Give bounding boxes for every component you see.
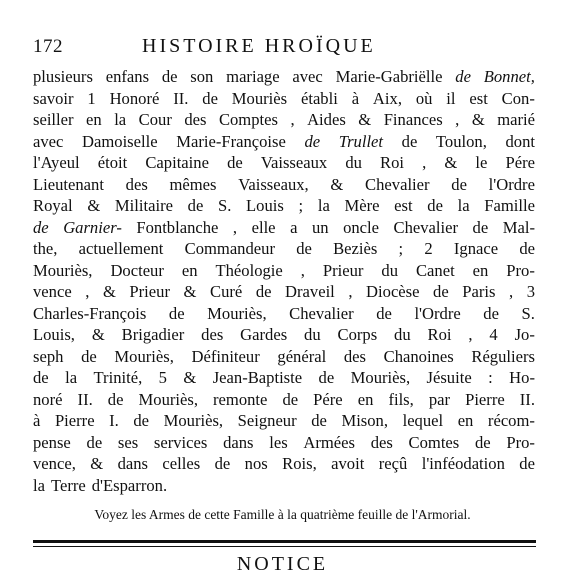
word: a	[290, 217, 298, 237]
word: mariage	[226, 67, 280, 86]
word: oncle	[343, 217, 379, 237]
word: Mère	[344, 196, 380, 215]
word: Jean-Baptiste	[212, 368, 303, 387]
word: ,	[455, 110, 460, 129]
word: Draveil	[285, 282, 335, 301]
word: remonte	[213, 389, 268, 409]
word: 2	[424, 239, 433, 258]
word: 3	[526, 282, 535, 301]
word: de	[472, 217, 489, 237]
word: Mison,	[341, 411, 389, 430]
word: S.	[521, 303, 535, 323]
word: est	[469, 88, 488, 108]
text-line	[33, 410, 535, 432]
word: du	[345, 153, 362, 172]
word: de	[202, 88, 218, 108]
word: Brigadier	[121, 325, 185, 344]
word: elle	[251, 217, 276, 237]
word: Paris	[462, 282, 496, 301]
word: vence	[33, 282, 72, 301]
word: Con-	[501, 88, 535, 108]
word: Aides	[307, 110, 346, 129]
word: &	[102, 282, 116, 301]
next-heading-cropped	[0, 553, 565, 575]
word: &	[87, 196, 101, 215]
word: ,	[348, 282, 353, 301]
word: Fontblanche	[136, 217, 219, 237]
word: II.	[77, 389, 93, 409]
word: Ho-	[509, 368, 535, 387]
word: en	[357, 389, 374, 409]
word: Royal	[33, 196, 73, 215]
word: les	[269, 432, 288, 452]
word: avec	[33, 131, 64, 151]
word: plusieurs	[33, 67, 93, 86]
word: celles	[162, 454, 201, 473]
word: du	[381, 260, 398, 280]
word: Commandeur	[184, 239, 275, 258]
word: nos	[244, 454, 268, 473]
word: l'inféodation	[421, 454, 505, 473]
word: en	[181, 260, 198, 280]
word: de	[519, 454, 535, 473]
word: &	[358, 110, 372, 129]
word: :	[488, 368, 493, 387]
word: Marie-Gabriëlle	[335, 67, 443, 86]
word: ,	[422, 153, 427, 172]
text-line	[33, 367, 535, 389]
word: Armées	[303, 432, 355, 452]
word: Pro-	[506, 260, 535, 280]
word: de	[519, 239, 535, 258]
word: Curé	[210, 282, 243, 301]
word: Mal-	[502, 217, 535, 237]
word: Toulon,	[435, 131, 487, 151]
word: &	[91, 325, 105, 344]
text-line	[33, 131, 535, 153]
text-line	[33, 174, 535, 196]
word: I.	[109, 411, 119, 430]
word: des	[370, 432, 393, 452]
word: étoit	[97, 153, 128, 172]
next-heading: NOTICE	[236, 553, 329, 575]
word: Mouriès,	[138, 389, 198, 409]
word: Chanoines	[383, 346, 454, 366]
word: de	[433, 282, 449, 301]
word: Canet	[415, 260, 455, 280]
word: noré	[33, 389, 63, 409]
word: Chevalier	[365, 174, 430, 194]
word: ,	[509, 282, 514, 301]
word: des	[184, 110, 207, 129]
word: Réguliers	[471, 346, 535, 366]
text-line	[33, 303, 535, 325]
word: Mouriès,	[163, 411, 224, 430]
word: des	[201, 325, 224, 344]
word: Vaisseaux,	[238, 174, 309, 194]
word: 5	[158, 368, 167, 387]
running-title: HISTOIRE HROÏQUE	[142, 35, 376, 57]
word: de	[187, 196, 204, 215]
word: de	[483, 303, 499, 323]
word: de	[401, 131, 418, 151]
word: Chevalier	[393, 217, 459, 237]
word: &	[90, 454, 104, 473]
word: Prieur	[322, 260, 364, 280]
word: Roi	[427, 325, 452, 344]
word: Mouriès,	[350, 368, 411, 387]
word: Diocèse	[366, 282, 420, 301]
word: the,	[33, 239, 58, 258]
word: Louis,	[33, 325, 75, 344]
word: l'Ayeul	[33, 153, 80, 172]
word: Vaisseaux	[260, 153, 328, 172]
word: du	[394, 325, 411, 344]
text-line	[33, 475, 535, 497]
word: pense	[33, 432, 71, 452]
word: de	[304, 131, 321, 151]
word: la	[457, 196, 470, 215]
word: Finances	[383, 110, 443, 129]
word: de	[33, 368, 49, 387]
word: Garnier-	[63, 217, 122, 237]
word: Prieur	[129, 282, 170, 301]
text-line	[33, 260, 535, 282]
word: Rois,	[282, 454, 317, 473]
word: ;	[298, 196, 304, 215]
word: le	[475, 153, 488, 172]
word: Beziès	[333, 239, 378, 258]
word: de	[427, 196, 443, 215]
word: seiller	[33, 110, 74, 129]
word: de	[168, 303, 185, 323]
word: II.	[173, 88, 189, 108]
word: à	[351, 88, 360, 108]
word: son	[190, 67, 214, 86]
word: Mouriès,	[33, 260, 93, 280]
word: Terre	[50, 475, 86, 495]
word: Pro-	[506, 432, 535, 452]
word: Lieutenant	[33, 174, 104, 194]
text-line	[33, 389, 535, 411]
word: de	[451, 174, 467, 194]
word: de	[318, 368, 335, 387]
word: fils,	[388, 389, 414, 409]
word: dont	[505, 131, 535, 151]
word: Bonnet,	[483, 67, 535, 86]
word: en	[86, 110, 102, 129]
word: avoit	[331, 454, 365, 473]
word: général	[277, 346, 327, 366]
word: Cour	[138, 110, 172, 129]
text-line	[33, 66, 535, 88]
word: Famille	[484, 196, 535, 215]
word: services	[153, 432, 208, 452]
word: Mouriès,	[114, 346, 174, 366]
text-line	[33, 109, 535, 131]
word: Militaire	[114, 196, 173, 215]
word: Roi	[380, 153, 404, 172]
word: ,	[468, 325, 473, 344]
word: de	[296, 239, 312, 258]
word: actuellement	[78, 239, 164, 258]
word: d'Esparron.	[91, 475, 168, 495]
word: de	[474, 432, 491, 452]
word: Honoré	[109, 88, 160, 108]
word: en	[472, 260, 489, 280]
word: Aix,	[372, 88, 402, 108]
word: récom-	[487, 411, 535, 430]
word: la	[114, 110, 127, 129]
word: de	[81, 346, 97, 366]
word: S.	[217, 196, 232, 215]
text-line	[33, 432, 535, 454]
word: de	[33, 217, 49, 237]
word: 4	[489, 325, 498, 344]
word: Louis	[246, 196, 284, 215]
divider-rule-thin	[33, 546, 536, 547]
word: de	[311, 411, 327, 430]
word: Capitaine	[145, 153, 209, 172]
word: Mouriès	[231, 88, 288, 108]
word: &	[330, 174, 344, 194]
word: II.	[519, 389, 535, 409]
text-line	[33, 346, 535, 368]
word: marié	[497, 110, 535, 129]
page-number: 172	[33, 36, 63, 57]
word: est	[394, 196, 413, 215]
text-line	[33, 195, 535, 217]
word: Marie-Françoise	[176, 131, 286, 151]
word: la	[317, 196, 330, 215]
word: Chevalier	[289, 303, 354, 323]
text-line	[33, 238, 535, 260]
word: mêmes	[169, 174, 217, 194]
word: Pére	[505, 153, 535, 172]
word: Ignace	[453, 239, 499, 258]
word: de	[161, 67, 178, 86]
word: lequel	[402, 411, 444, 430]
word: &	[471, 110, 485, 129]
divider-rule-thick	[33, 540, 536, 543]
word: l'Ordre	[488, 174, 535, 194]
word: avec	[292, 67, 323, 86]
word: ,	[232, 217, 238, 237]
word: à	[33, 411, 41, 430]
word: un	[311, 217, 329, 237]
word: Comtes	[408, 432, 460, 452]
word: du	[304, 325, 321, 344]
word: ses	[117, 432, 139, 452]
word: ,	[85, 282, 90, 301]
word: en	[457, 411, 474, 430]
word: l'Ordre	[414, 303, 461, 323]
word: de	[214, 454, 231, 473]
word: de	[133, 411, 150, 430]
word: &	[444, 153, 458, 172]
word: Jo-	[514, 325, 535, 344]
word: Comptes	[218, 110, 278, 129]
word: la	[33, 475, 45, 495]
word: vence,	[33, 454, 76, 473]
word: enfans	[105, 67, 150, 86]
word: &	[183, 368, 197, 387]
text-line	[33, 88, 535, 110]
word: Docteur	[110, 260, 164, 280]
word: de	[86, 432, 103, 452]
word: par	[428, 389, 451, 409]
word: où	[415, 88, 433, 108]
word: Théologie	[215, 260, 283, 280]
text-line	[33, 453, 535, 475]
word: Définiteur	[191, 346, 260, 366]
footer-note: Voyez les Armes de cette Famille à la quatrième feuille de l'Armorial.	[94, 507, 471, 522]
word: savoir	[33, 88, 74, 108]
word: Trullet	[338, 131, 384, 151]
word: de	[282, 389, 299, 409]
word: Trinité,	[93, 368, 143, 387]
word: de	[376, 303, 392, 323]
word: Jésuite	[426, 368, 472, 387]
text-line	[33, 152, 535, 174]
word: des	[125, 174, 148, 194]
word: de	[227, 153, 243, 172]
word: ;	[398, 239, 404, 258]
word: &	[183, 282, 197, 301]
text-line	[33, 217, 535, 239]
word: ,	[290, 110, 295, 129]
word: reçû	[378, 454, 408, 473]
word: des	[343, 346, 366, 366]
word: dans	[223, 432, 254, 452]
word: il	[446, 88, 456, 108]
word: 1	[87, 88, 96, 108]
word: Corps	[337, 325, 378, 344]
word: Mouriès,	[207, 303, 267, 323]
word: dans	[117, 454, 148, 473]
word: Charles-François	[33, 303, 147, 323]
word: de	[255, 282, 272, 301]
body-paragraph	[33, 66, 535, 496]
word: Pierre	[54, 411, 95, 430]
word: Seigneur	[237, 411, 297, 430]
text-line	[33, 324, 535, 346]
word: de	[455, 67, 471, 86]
word: Damoiselle	[82, 131, 158, 151]
word: Pére	[313, 389, 343, 409]
text-line	[33, 281, 535, 303]
word: ,	[300, 260, 305, 280]
word: de	[107, 389, 124, 409]
word: Gardes	[240, 325, 288, 344]
word: établi	[300, 88, 338, 108]
word: seph	[33, 346, 64, 366]
word: Pierre	[465, 389, 505, 409]
word: la	[65, 368, 78, 387]
